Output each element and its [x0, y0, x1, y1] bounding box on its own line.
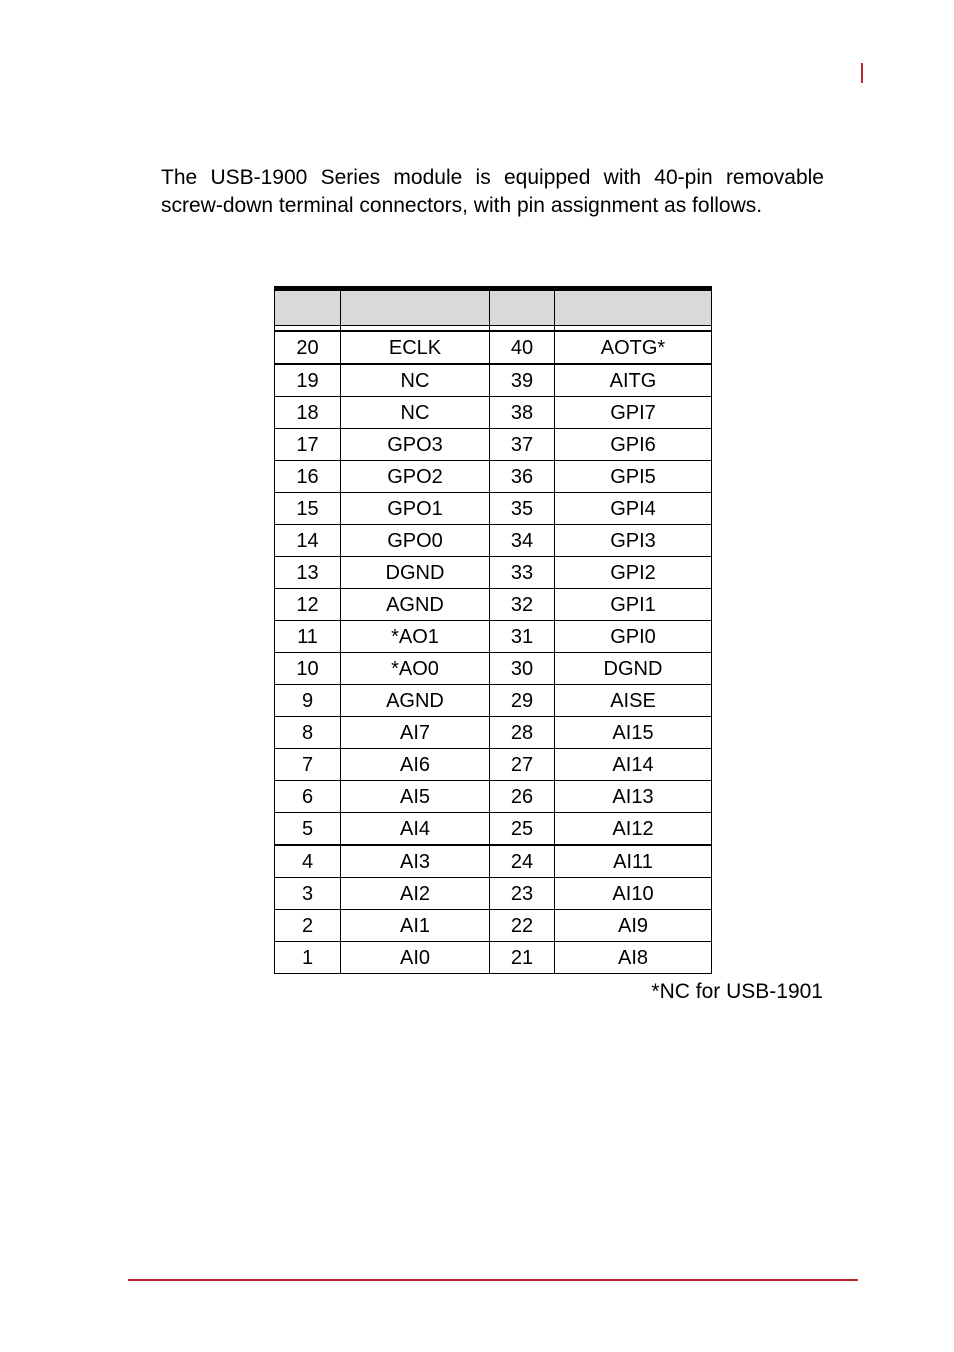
signal-name-cell: GPI1	[555, 589, 712, 621]
signal-name-cell: AGND	[341, 589, 490, 621]
signal-name-cell: AOTG*	[555, 331, 712, 364]
table-body	[275, 331, 712, 974]
table-row	[275, 717, 712, 749]
pin-number-cell: 9	[275, 685, 341, 717]
header-cell-signal-a	[341, 289, 490, 326]
pin-number-cell: 34	[490, 525, 555, 557]
table-row	[275, 589, 712, 621]
signal-name-cell: AI5	[341, 781, 490, 813]
signal-name-cell: NC	[341, 364, 490, 397]
pin-number-cell: 28	[490, 717, 555, 749]
pin-number-cell: 19	[275, 364, 341, 397]
pin-number-cell: 18	[275, 397, 341, 429]
intro-paragraph: The USB-1900 Series module is equipped with 40-pin removable screw-down terminal connectors, with pin assignment as follows.	[161, 166, 824, 217]
table-row	[275, 685, 712, 717]
pin-number-cell: 1	[275, 942, 341, 974]
pin-number-cell: 20	[275, 331, 341, 364]
table-row	[275, 942, 712, 974]
signal-name-cell: AI13	[555, 781, 712, 813]
signal-name-cell: DGND	[341, 557, 490, 589]
pin-number-cell: 25	[490, 813, 555, 846]
signal-name-cell: GPI2	[555, 557, 712, 589]
footnote: *NC for USB-1901	[651, 980, 823, 1003]
table-row	[275, 781, 712, 813]
signal-name-cell: AI12	[555, 813, 712, 846]
signal-name-cell: AI2	[341, 878, 490, 910]
pin-number-cell: 23	[490, 878, 555, 910]
table-row	[275, 878, 712, 910]
pin-number-cell: 7	[275, 749, 341, 781]
signal-name-cell: AISE	[555, 685, 712, 717]
pin-number-cell: 16	[275, 461, 341, 493]
signal-name-cell: *AO1	[341, 621, 490, 653]
table-row	[275, 397, 712, 429]
table-row	[275, 557, 712, 589]
signal-name-cell: GPO3	[341, 429, 490, 461]
pin-number-cell: 2	[275, 910, 341, 942]
signal-name-cell: AI15	[555, 717, 712, 749]
signal-name-cell: GPO0	[341, 525, 490, 557]
signal-name-cell: *AO0	[341, 653, 490, 685]
signal-name-cell: GPI7	[555, 397, 712, 429]
header-cell-signal-b	[555, 289, 712, 326]
pin-number-cell: 29	[490, 685, 555, 717]
pin-number-cell: 21	[490, 942, 555, 974]
table-header-row	[275, 289, 712, 326]
pin-number-cell: 17	[275, 429, 341, 461]
pin-number-cell: 37	[490, 429, 555, 461]
pin-assignment-table	[274, 286, 712, 974]
table-row	[275, 813, 712, 846]
signal-name-cell: AI3	[341, 845, 490, 878]
pin-number-cell: 12	[275, 589, 341, 621]
signal-name-cell: AI11	[555, 845, 712, 878]
signal-name-cell: AI1	[341, 910, 490, 942]
signal-name-cell: GPI0	[555, 621, 712, 653]
pin-number-cell: 32	[490, 589, 555, 621]
pin-number-cell: 4	[275, 845, 341, 878]
pin-number-cell: 31	[490, 621, 555, 653]
header-cell-pin-a	[275, 289, 341, 326]
table-header	[275, 289, 712, 326]
signal-name-cell: AGND	[341, 685, 490, 717]
table-row	[275, 621, 712, 653]
signal-name-cell: GPI3	[555, 525, 712, 557]
signal-name-cell: AI7	[341, 717, 490, 749]
pin-number-cell: 13	[275, 557, 341, 589]
signal-name-cell: GPO2	[341, 461, 490, 493]
signal-name-cell: AI8	[555, 942, 712, 974]
signal-name-cell: NC	[341, 397, 490, 429]
table-row	[275, 910, 712, 942]
pin-number-cell: 40	[490, 331, 555, 364]
table-row	[275, 653, 712, 685]
pin-number-cell: 30	[490, 653, 555, 685]
table-row	[275, 845, 712, 878]
pin-number-cell: 35	[490, 493, 555, 525]
signal-name-cell: GPO1	[341, 493, 490, 525]
pin-number-cell: 8	[275, 717, 341, 749]
pin-number-cell: 3	[275, 878, 341, 910]
table-row	[275, 331, 712, 364]
pin-number-cell: 26	[490, 781, 555, 813]
table-row	[275, 493, 712, 525]
table-row	[275, 749, 712, 781]
footer-rule	[128, 1279, 858, 1281]
signal-name-cell: AI4	[341, 813, 490, 846]
signal-name-cell: AI0	[341, 942, 490, 974]
signal-name-cell: GPI4	[555, 493, 712, 525]
pin-number-cell: 24	[490, 845, 555, 878]
table-row	[275, 429, 712, 461]
signal-name-cell: AITG	[555, 364, 712, 397]
pin-number-cell: 39	[490, 364, 555, 397]
pin-number-cell: 5	[275, 813, 341, 846]
header-accent-bar	[861, 63, 863, 83]
pin-number-cell: 22	[490, 910, 555, 942]
signal-name-cell: AI9	[555, 910, 712, 942]
header-cell-pin-b	[490, 289, 555, 326]
signal-name-cell: DGND	[555, 653, 712, 685]
table-row	[275, 461, 712, 493]
signal-name-cell: GPI5	[555, 461, 712, 493]
pin-number-cell: 14	[275, 525, 341, 557]
signal-name-cell: AI10	[555, 878, 712, 910]
pin-number-cell: 27	[490, 749, 555, 781]
signal-name-cell: ECLK	[341, 331, 490, 364]
pin-number-cell: 36	[490, 461, 555, 493]
pin-number-cell: 38	[490, 397, 555, 429]
pin-number-cell: 6	[275, 781, 341, 813]
pin-number-cell: 15	[275, 493, 341, 525]
table-row	[275, 364, 712, 397]
signal-name-cell: GPI6	[555, 429, 712, 461]
table-row	[275, 525, 712, 557]
pin-number-cell: 10	[275, 653, 341, 685]
signal-name-cell: AI14	[555, 749, 712, 781]
pin-number-cell: 11	[275, 621, 341, 653]
signal-name-cell: AI6	[341, 749, 490, 781]
pin-number-cell: 33	[490, 557, 555, 589]
